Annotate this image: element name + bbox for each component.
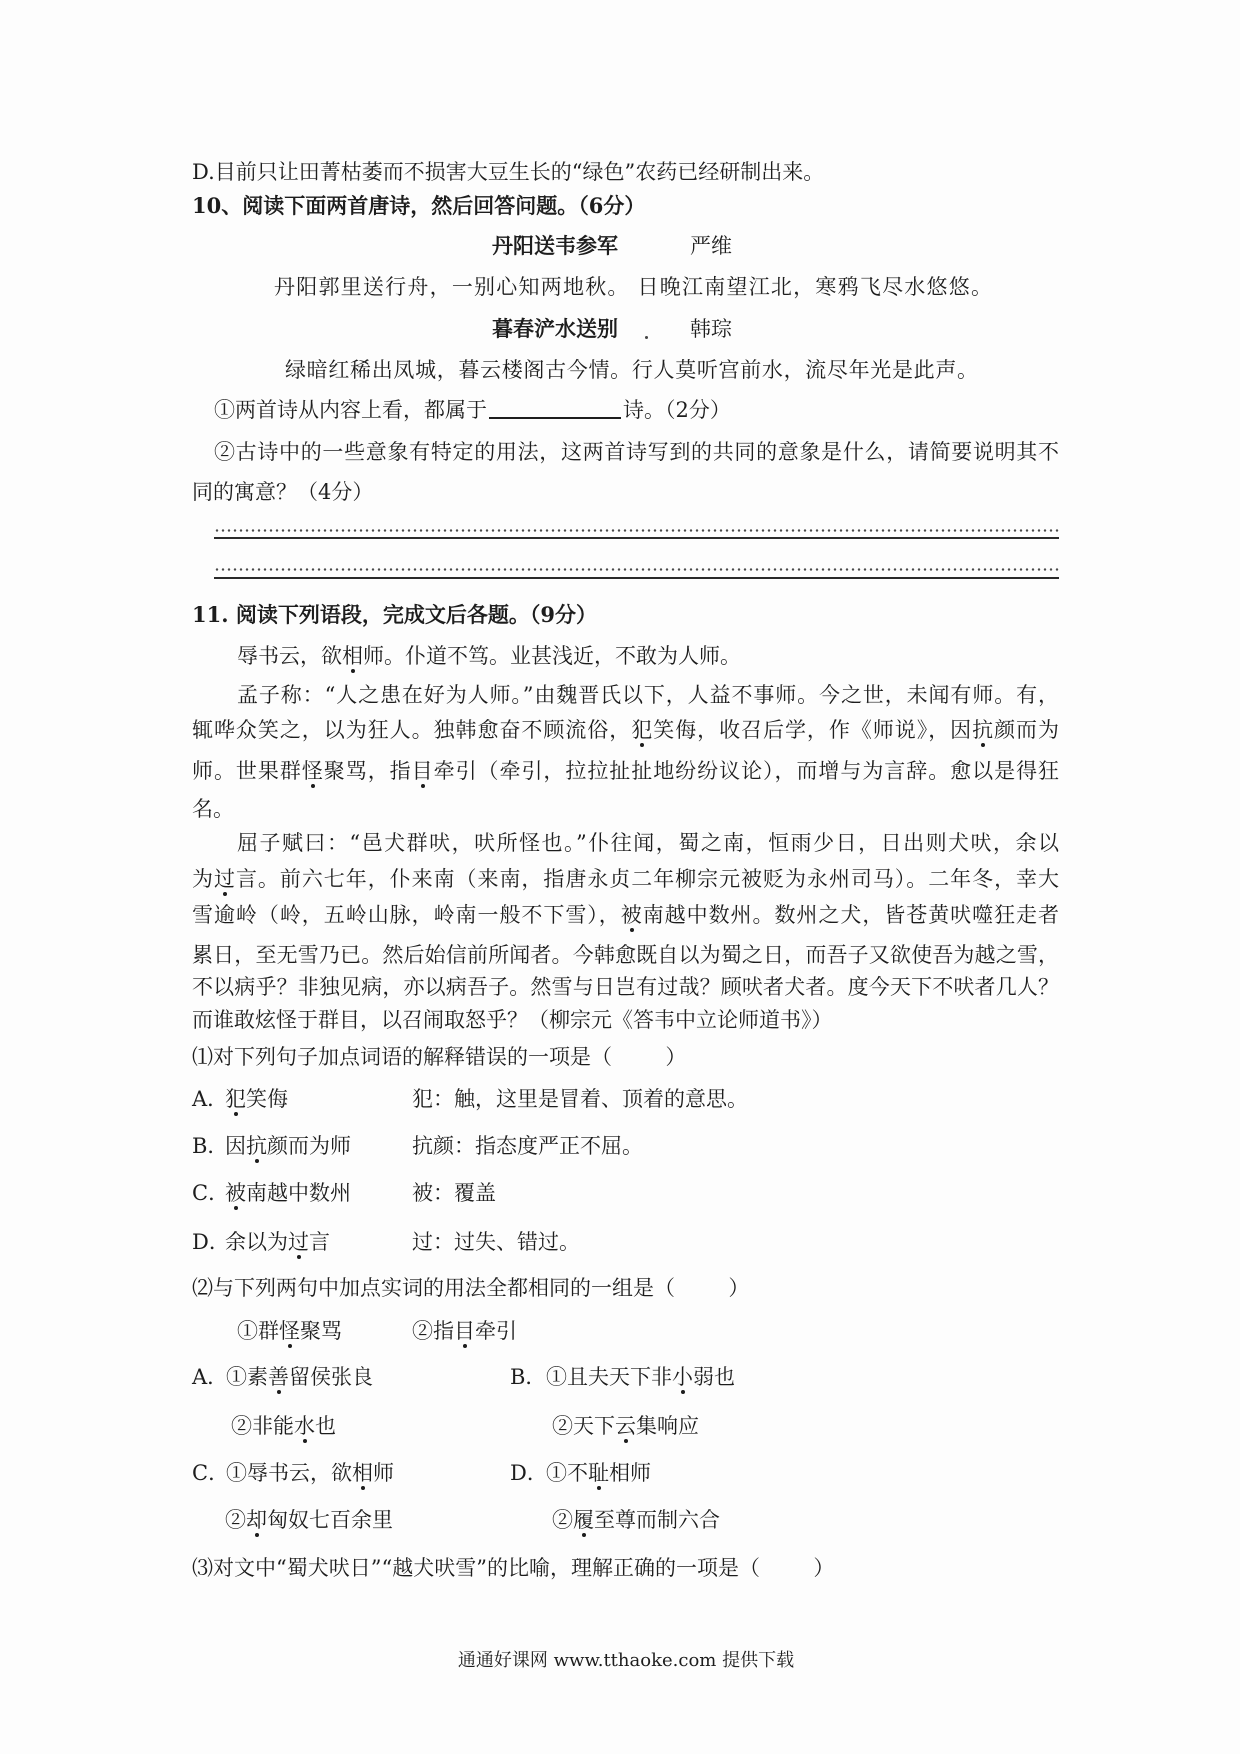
option-gloss: 过：过失、错过。 xyxy=(412,1230,580,1254)
option-label: A． xyxy=(192,1365,229,1389)
option-label: C． xyxy=(192,1181,230,1205)
q11-heading: 11. 阅读下列语段，完成文后各题。（9分） xyxy=(192,602,597,627)
emphasized-char: 怪 xyxy=(301,759,324,783)
poem-1-author: 严维 xyxy=(690,234,732,258)
passage-text: 辄哗众笑之，以为狂人。独韩愈奋不顾流俗， xyxy=(192,718,632,742)
passage-line xyxy=(192,1007,833,1033)
phrase-text: ①且夫天下非 xyxy=(546,1365,672,1389)
phrase-text: ② xyxy=(552,1508,573,1532)
passage-text: 牵引（牵引，拉拉扯扯地纷纷议论），而增与为言辞。愈以是得狂 xyxy=(433,759,1060,783)
phrase-text: 弱也 xyxy=(693,1365,735,1389)
poem-1-title: 丹阳送韦参军 xyxy=(492,233,618,258)
passage-line xyxy=(192,866,1059,892)
option-phrase xyxy=(225,1086,288,1112)
option-label: C． xyxy=(192,1461,230,1485)
emphasized-char: 耻 xyxy=(588,1461,609,1485)
option-phrase xyxy=(225,1180,351,1206)
option-cd-row-1 xyxy=(0,1460,1240,1486)
option-b-row xyxy=(0,1133,1240,1159)
passage-line xyxy=(192,902,1059,928)
phrase-text: 至尊而制六合 xyxy=(594,1508,720,1532)
option-phrase xyxy=(225,1133,351,1159)
q10-heading: 10、阅读下面两首唐诗，然后回答问题。（6分） xyxy=(192,193,646,218)
phrase-text: 牵引 xyxy=(475,1319,517,1343)
passage-line xyxy=(192,942,1059,968)
option-phrase xyxy=(225,1229,330,1255)
emphasized-char: 相 xyxy=(342,644,363,668)
emphasized-char: 却 xyxy=(246,1508,267,1532)
poem-2-text: 绿暗红稀出凤城，暮云楼阁古今情。行人莫听宫前水，流尽年光是此声。 xyxy=(285,358,978,382)
emphasized-char: 小 xyxy=(672,1365,693,1389)
option-item xyxy=(552,1413,699,1439)
phrase-text: 言 xyxy=(309,1230,330,1254)
option-gloss: 犯：触，这里是冒着、顶着的意思。 xyxy=(412,1087,748,1111)
poem-1-text: 丹阳郭里送行舟，一别心知两地秋。 日晚江南望江北，寒鸦飞尽水悠悠。 xyxy=(274,275,992,299)
phrase-text: ①辱书云，欲 xyxy=(226,1461,352,1485)
answer-line xyxy=(214,537,1059,539)
q10-sub1-suffix: 诗。（2分） xyxy=(623,398,731,422)
emphasized-char: 怪 xyxy=(279,1319,300,1343)
phrase-text: ② xyxy=(225,1508,246,1532)
option-item xyxy=(226,1364,373,1390)
answer-line xyxy=(214,577,1059,579)
passage-text: 笑侮，收召后学，作《师说》，因 xyxy=(653,718,973,742)
phrase-text: 笑侮 xyxy=(246,1087,288,1111)
option-item xyxy=(225,1507,393,1533)
q11-sub1-stem: ⑴对下列句子加点词语的解释错误的一项是（ ） xyxy=(192,1045,687,1069)
phrase-text: 相师 xyxy=(609,1461,651,1485)
q10-sub1 xyxy=(214,397,731,423)
option-label: D． xyxy=(192,1230,230,1254)
passage-text: 孟子称：“人之患在好为人师。”由魏晋氏以下，人益不事师。今之世，未闻有师。有， xyxy=(237,683,1059,707)
option-item xyxy=(546,1364,735,1390)
option-label: A． xyxy=(192,1087,229,1111)
phrase-text: ①不 xyxy=(546,1461,588,1485)
emphasized-char: 抗 xyxy=(972,718,995,742)
phrase-text: ②天下 xyxy=(552,1414,615,1438)
option-label: B． xyxy=(510,1365,547,1389)
phrase-text: 集响应 xyxy=(636,1414,699,1438)
answer-dotted-line xyxy=(214,568,1059,571)
passage-text: 言。前六七年，仆来南（来南，指唐永贞二年柳宗元被贬为永州司马）。二年冬，幸大 xyxy=(235,867,1060,891)
page-footer: 通通好课网 www.tthaoke.com 提供下载 xyxy=(457,1650,795,1671)
passage-text: 累日，至无雪乃已。然后始信前所闻者。今韩愈既自以为蜀之日，而吾子又欲使吾为越之雪， xyxy=(192,943,1059,967)
passage-line xyxy=(237,830,1059,856)
emphasized-char: 履 xyxy=(573,1508,594,1532)
phrase-text: 师 xyxy=(373,1461,394,1485)
option-label: B． xyxy=(192,1134,229,1158)
q10-sub1-prompt: ①两首诗从内容上看，都属于 xyxy=(214,398,487,422)
passage-text: 辱书云，欲 xyxy=(237,644,342,668)
option-gloss: 被：覆盖 xyxy=(412,1181,496,1205)
phrase-text: 也 xyxy=(315,1414,336,1438)
option-gloss: 抗颜：指态度严正不屈。 xyxy=(412,1134,643,1158)
passage-line xyxy=(192,974,1059,1000)
phrase-text: 匈奴七百余里 xyxy=(267,1508,393,1532)
passage-text: 不以病乎？非独见病，亦以病吾子。然雪与日岂有过哉？顾吠者犬者。度今天下不吠者几人？ xyxy=(192,975,1059,999)
option-ab-row-2 xyxy=(0,1413,1240,1439)
phrase-text: 颜而为师 xyxy=(267,1134,351,1158)
passage-text: 颜而为 xyxy=(994,718,1060,742)
emphasized-char: 相 xyxy=(352,1461,373,1485)
passage-text: 而谁敢炫怪于群目，以召闹取怒乎？（柳宗元《答韦中立论师道书》） xyxy=(192,1008,833,1032)
passage-text: 聚骂，指 xyxy=(323,759,412,783)
q10-sub2-line-1: ②古诗中的一些意象有特定的用法，这两首诗写到的共同的意象是什么，请简要说明其不 xyxy=(214,440,1059,464)
poem-2-author: 韩琮 xyxy=(690,317,732,341)
option-c-row xyxy=(0,1180,1240,1206)
passage-line xyxy=(237,643,741,669)
emphasized-char: 过 xyxy=(213,867,236,891)
option-label: D． xyxy=(510,1461,548,1485)
emphasized-char: 目 xyxy=(411,759,434,783)
phrase-text: 聚骂 xyxy=(300,1319,342,1343)
example-phrase xyxy=(412,1318,517,1344)
example-phrase xyxy=(237,1318,342,1344)
answer-dotted-line xyxy=(214,529,1059,532)
scan-mark xyxy=(645,336,648,339)
option-item xyxy=(226,1460,394,1486)
passage-text: 南越中数州。数州之犬，皆苍黄吠噬狂走者 xyxy=(642,903,1060,927)
passage-text: 师。仆道不笃。业甚浅近，不敢为人师。 xyxy=(363,644,741,668)
answer-blank xyxy=(489,397,621,419)
passage-line xyxy=(192,717,1059,743)
q9-option-d: D.目前只让田菁枯萎而不损害大豆生长的“绿色”农药已经研制出来。 xyxy=(192,160,825,184)
option-item xyxy=(552,1507,720,1533)
option-item xyxy=(546,1460,651,1486)
passage-text: 师。世果群 xyxy=(192,759,302,783)
poem-2-title: 暮春浐水送别 xyxy=(492,316,618,341)
option-ab-row-1 xyxy=(0,1364,1240,1390)
emphasized-char: 善 xyxy=(268,1365,289,1389)
phrase-text: ②非能 xyxy=(231,1414,294,1438)
passage-text: 为 xyxy=(192,867,214,891)
emphasized-char: 被 xyxy=(620,903,643,927)
q10-sub2-line-2: 同的寓意？（4分） xyxy=(192,480,374,504)
passage-line xyxy=(237,682,1059,708)
option-a-row xyxy=(0,1086,1240,1112)
phrase-text: ②指 xyxy=(412,1319,454,1343)
emphasized-char: 过 xyxy=(288,1230,309,1254)
emphasized-char: 云 xyxy=(615,1414,636,1438)
emphasized-char: 犯 xyxy=(631,718,654,742)
phrase-text: 南越中数州 xyxy=(246,1181,351,1205)
passage-line xyxy=(192,796,234,822)
emphasized-char: 犯 xyxy=(225,1087,246,1111)
option-d-row xyxy=(0,1229,1240,1255)
q11-sub2-stem: ⑵与下列两句中加点实词的用法全都相同的一组是（ ） xyxy=(192,1276,750,1300)
phrase-text: 留侯张良 xyxy=(289,1365,373,1389)
q11-sub3-stem: ⑶对文中“蜀犬吠日”“越犬吠雪”的比喻，理解正确的一项是（ ） xyxy=(192,1556,835,1580)
phrase-text: 因 xyxy=(225,1134,246,1158)
emphasized-char: 被 xyxy=(225,1181,246,1205)
passage-text: 名。 xyxy=(192,797,234,821)
phrase-text: ①素 xyxy=(226,1365,268,1389)
passage-line xyxy=(192,758,1059,784)
passage-text: 雪逾岭（岭，五岭山脉，岭南一般不下雪）， xyxy=(192,903,621,927)
option-item xyxy=(231,1413,336,1439)
phrase-text: ①群 xyxy=(237,1319,279,1343)
phrase-text: 余以为 xyxy=(225,1230,288,1254)
emphasized-char: 水 xyxy=(294,1414,315,1438)
emphasized-char: 目 xyxy=(454,1319,475,1343)
emphasized-char: 抗 xyxy=(246,1134,267,1158)
passage-text: 屈子赋曰：“邑犬群吠，吠所怪也。”仆往闻，蜀之南，恒雨少日，日出则犬吠，余以 xyxy=(237,831,1059,855)
example-row xyxy=(0,1318,1240,1344)
option-cd-row-2 xyxy=(0,1507,1240,1533)
